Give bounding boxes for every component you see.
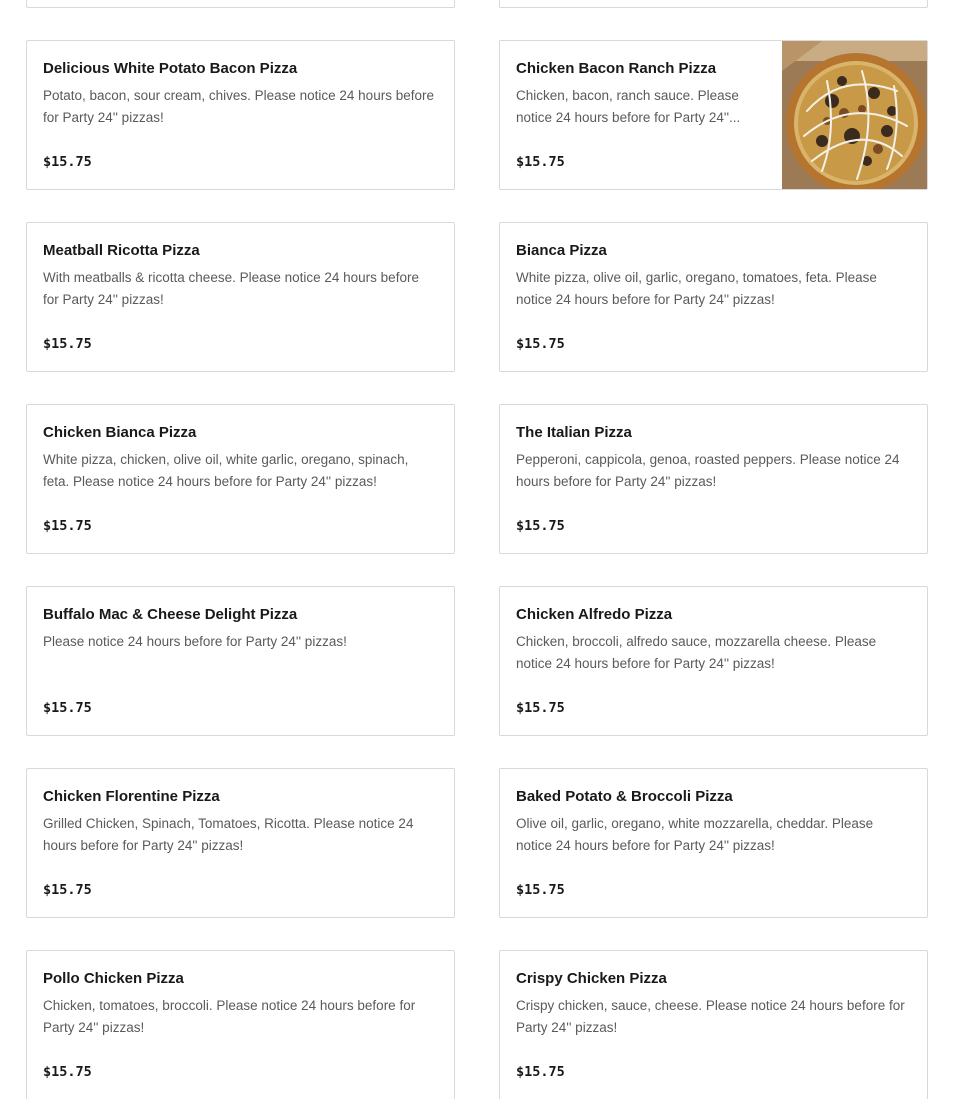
menu-item-name: Chicken Bacon Ranch Pizza — [516, 60, 717, 77]
menu-item-card[interactable] — [499, 222, 928, 372]
menu-item-card[interactable] — [26, 222, 455, 372]
menu-item-info — [43, 969, 438, 1039]
menu-item-name: Bianca Pizza — [516, 242, 607, 259]
menu-item-name: Baked Potato & Broccoli Pizza — [516, 788, 733, 805]
menu-item-info — [43, 59, 438, 129]
menu-item-card[interactable] — [499, 950, 928, 1099]
menu-item-card[interactable] — [499, 586, 928, 736]
menu-item-price: $15.75 — [516, 1064, 565, 1080]
menu-item-name: Chicken Florentine Pizza — [43, 788, 220, 805]
menu-item-description: Crispy chicken, sauce, cheese. Please notice 24 hours before for Party 24'' pizzas! — [516, 998, 905, 1035]
menu-item-info — [516, 787, 911, 857]
menu-item-price: $15.75 — [43, 1064, 92, 1080]
menu-item-info — [43, 423, 438, 493]
menu-item-name: Chicken Bianca Pizza — [43, 424, 197, 441]
pizza-photo-illustration — [782, 41, 927, 189]
menu-item-card[interactable] — [499, 404, 928, 554]
menu-item-description: With meatballs & ricotta cheese. Please notice 24 hours before for Party 24'' pizzas! — [43, 270, 419, 307]
menu-item-card[interactable] — [26, 586, 455, 736]
menu-item-price: $15.75 — [43, 518, 92, 534]
menu-item-price: $15.75 — [516, 154, 565, 170]
menu-item-description: White pizza, olive oil, garlic, oregano, tomatoes, feta. Please notice 24 hours before for Party 24'' pizzas! — [516, 270, 877, 307]
menu-item-name: Pollo Chicken Pizza — [43, 970, 184, 987]
menu-item-card[interactable] — [499, 40, 928, 190]
menu-item-name: Delicious White Potato Bacon Pizza — [43, 60, 298, 77]
menu-item-name: Buffalo Mac & Cheese Delight Pizza — [43, 606, 298, 623]
menu-item-description: White pizza, chicken, olive oil, white garlic, oregano, spinach, feta. Please notice 24 hours before for Party 24'' pizzas! — [43, 452, 409, 489]
menu-item-info — [516, 423, 911, 493]
menu-item-description: Please notice 24 hours before for Party 24'' pizzas! — [43, 634, 347, 649]
menu-item-info — [516, 969, 911, 1039]
menu-item-price: $15.75 — [516, 882, 565, 898]
menu-item-description: Olive oil, garlic, oregano, white mozzarella, cheddar. Please notice 24 hours before for Party 24'' pizzas! — [516, 816, 874, 853]
menu-item-name: The Italian Pizza — [516, 424, 632, 441]
menu-item-info — [43, 241, 438, 311]
menu-item-description: Potato, bacon, sour cream, chives. Please notice 24 hours before for Party 24'' pizzas! — [43, 88, 434, 125]
menu-item-price: $15.75 — [516, 336, 565, 352]
menu-item-info — [43, 787, 438, 857]
menu-item-card[interactable] — [26, 768, 455, 918]
menu-item-card[interactable] — [499, 768, 928, 918]
menu-item-description: Pepperoni, cappicola, genoa, roasted peppers. Please notice 24 hours before for Party 24'' pizzas! — [516, 452, 900, 489]
menu-item-card[interactable] — [26, 404, 455, 554]
menu-item-card[interactable] — [26, 950, 455, 1099]
menu-item-card[interactable] — [26, 40, 455, 190]
menu-item-price: $15.75 — [43, 154, 92, 170]
menu-item-card-partial[interactable] — [26, 0, 455, 8]
menu-item-description: Grilled Chicken, Spinach, Tomatoes, Ricotta. Please notice 24 hours before for Party 24'' pizzas! — [43, 816, 414, 853]
pizza-photo — [782, 41, 927, 189]
menu-item-price: $15.75 — [43, 700, 92, 716]
menu-item-info — [516, 59, 767, 129]
menu-item-price: $15.75 — [516, 518, 565, 534]
menu-item-info — [43, 605, 438, 675]
menu-item-price: $15.75 — [43, 336, 92, 352]
menu-item-description: Chicken, tomatoes, broccoli. Please notice 24 hours before for Party 24'' pizzas! — [43, 998, 416, 1035]
menu-item-info — [516, 241, 911, 311]
menu-item-info — [516, 605, 911, 675]
menu-item-price: $15.75 — [43, 882, 92, 898]
menu-item-description: Chicken, bacon, ranch sauce. Please notice 24 hours before for Party 24''... — [516, 88, 741, 125]
menu-item-name: Meatball Ricotta Pizza — [43, 242, 200, 259]
menu-item-price: $15.75 — [516, 700, 565, 716]
menu-item-name: Chicken Alfredo Pizza — [516, 606, 673, 623]
menu-item-description: Chicken, broccoli, alfredo sauce, mozzarella cheese. Please notice 24 hours before for Party 24'' pizzas! — [516, 634, 877, 671]
menu-item-card-partial[interactable] — [499, 0, 928, 8]
menu-item-name: Crispy Chicken Pizza — [516, 970, 667, 987]
